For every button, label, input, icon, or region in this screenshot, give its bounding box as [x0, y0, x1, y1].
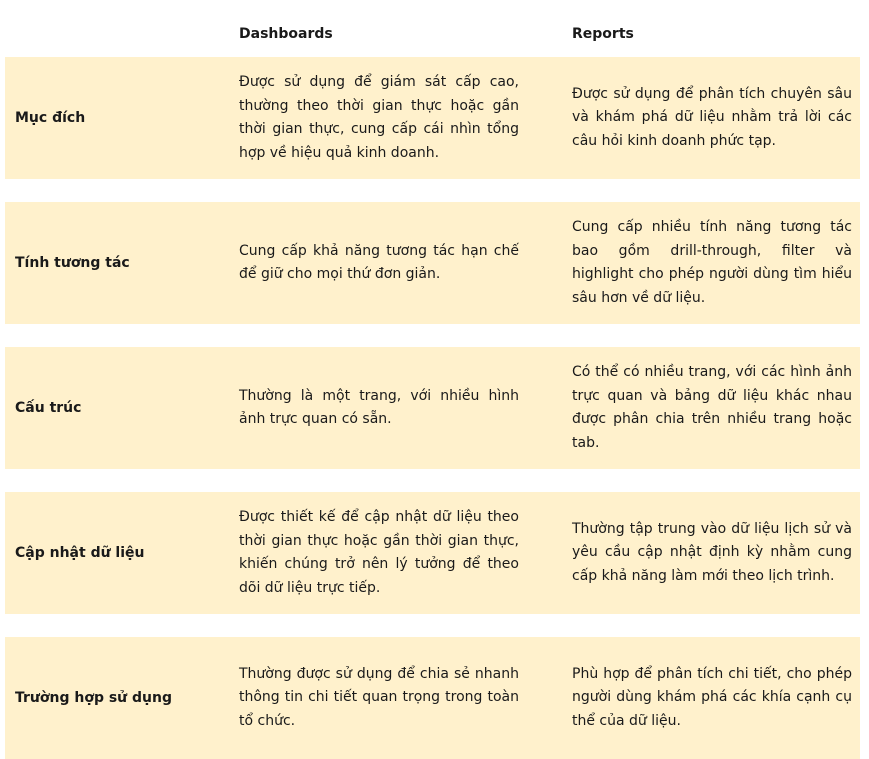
reports-cell: [572, 57, 852, 179]
reports-cell-text: Được sử dụng để phân tích chuyên sâu và khám phá dữ liệu nhằm trả lời các câu hỏi kinh doanh phức tạp.: [572, 85, 852, 149]
dashboards-cell-text: Thường được sử dụng để chia sẻ nhanh thông tin chi tiết quan trọng trong toàn tổ chức.: [239, 665, 519, 729]
reports-cell: [572, 202, 852, 324]
reports-cell: [572, 347, 852, 469]
table-row: [5, 202, 860, 324]
dashboards-cell-text: Được thiết kế để cập nhật dữ liệu theo thời gian thực hoặc gần thời gian thực, khiến chúng trở nên lý tưởng để theo dõi dữ liệu trực tiếp.: [239, 509, 519, 596]
header-dashboards: Dashboards: [239, 26, 333, 42]
dashboards-cell: [239, 57, 519, 179]
reports-cell-text: Có thể có nhiều trang, với các hình ảnh trực quan và bảng dữ liệu khác nhau được phân chia trên nhiều trang hoặc tab.: [572, 364, 852, 451]
row-label: Trường hợp sử dụng: [15, 690, 172, 706]
dashboards-cell: [239, 347, 519, 469]
row-label: Cấu trúc: [15, 400, 82, 416]
dashboards-cell: [239, 492, 519, 614]
row-label: Tính tương tác: [15, 255, 130, 271]
reports-cell-text: Thường tập trung vào dữ liệu lịch sử và yêu cầu cập nhật định kỳ nhằm cung cấp khả năng làm mới theo lịch trình.: [572, 520, 852, 584]
dashboards-cell: [239, 637, 519, 759]
row-label: Cập nhật dữ liệu: [15, 545, 145, 561]
table-row: [5, 492, 860, 614]
header-reports: Reports: [572, 26, 634, 42]
reports-cell-text: Phù hợp để phân tích chi tiết, cho phép người dùng khám phá các khía cạnh cụ thể của dữ liệu.: [572, 665, 852, 729]
dashboards-cell-text: Cung cấp khả năng tương tác hạn chế để giữ cho mọi thứ đơn giản.: [239, 242, 519, 282]
comparison-table: [5, 0, 860, 759]
reports-cell: [572, 637, 852, 759]
dashboards-cell-text: Được sử dụng để giám sát cấp cao, thường theo thời gian thực hoặc gần thời gian thực, cung cấp cái nhìn tổng hợp về hiệu quả kinh doanh.: [239, 74, 519, 161]
table-row: [5, 347, 860, 469]
table-header: [5, 0, 860, 57]
reports-cell: [572, 492, 852, 614]
table-row: [5, 57, 860, 179]
dashboards-cell-text: Thường là một trang, với nhiều hình ảnh trực quan có sẵn.: [239, 387, 519, 427]
row-label: Mục đích: [15, 110, 86, 126]
dashboards-cell: [239, 202, 519, 324]
table-row: [5, 637, 860, 759]
reports-cell-text: Cung cấp nhiều tính năng tương tác bao gồm drill-through, filter và highlight cho phép người dùng tìm hiểu sâu hơn về dữ liệu.: [572, 219, 852, 306]
